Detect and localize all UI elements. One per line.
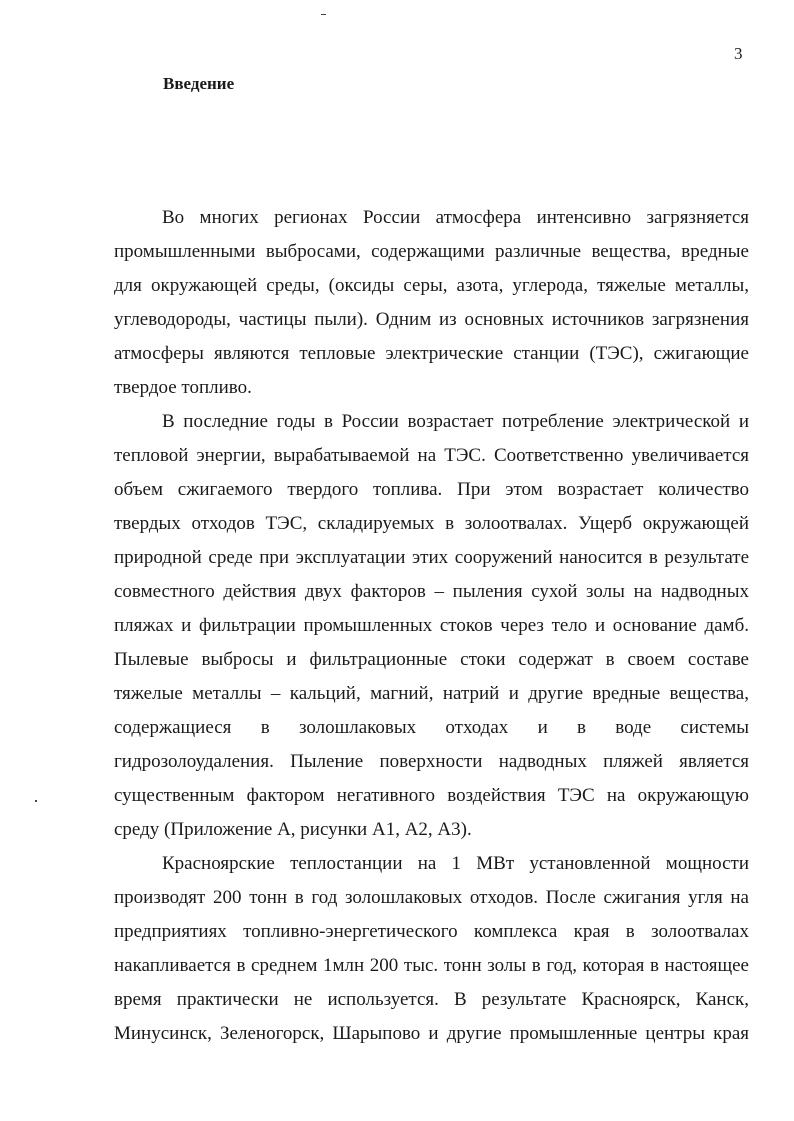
- text-line: время практически не используется. В результате Красноярск, Канск,: [114, 989, 749, 1010]
- scan-artifact-top: [321, 14, 326, 15]
- scan-artifact-left: [35, 800, 37, 802]
- text-line: атмосферы являются тепловые электрические станции (ТЭС), сжигающие: [114, 343, 749, 364]
- text-line: тяжелые металлы – кальций, магний, натрий и другие вредные вещества,: [114, 683, 749, 704]
- text-line: содержащиеся в золошлаковых отходах и в воде системы: [114, 717, 749, 738]
- text-line: объем сжигаемого твердого топлива. При этом возрастает количество: [114, 479, 749, 500]
- text-line: совместного действия двух факторов – пыления сухой золы на надводных: [114, 581, 749, 602]
- text-line: предприятиях топливно-энергетического комплекса края в золоотвалах: [114, 921, 749, 942]
- text-line: Пылевые выбросы и фильтрационные стоки содержат в своем составе: [114, 649, 749, 670]
- text-line: среду (Приложение А, рисунки А1, А2, А3).: [114, 819, 472, 840]
- text-line: промышленными выбросами, содержащими различные вещества, вредные: [114, 241, 749, 262]
- section-heading: Введение: [163, 74, 235, 93]
- text-line: Минусинск, Зеленогорск, Шарыпово и другие промышленные центры края: [114, 1023, 749, 1044]
- text-line: Во многих регионах России атмосфера интенсивно загрязняется: [162, 207, 749, 228]
- text-line: для окружающей среды, (оксиды серы, азота, углерода, тяжелые металлы,: [114, 275, 749, 296]
- text-line: тепловой энергии, вырабатываемой на ТЭС. Соответственно увеличивается: [114, 445, 749, 466]
- text-line: Красноярские теплостанции на 1 МВт установленной мощности: [162, 853, 749, 874]
- text-line: гидрозолоудаления. Пыление поверхности надводных пляжей является: [114, 751, 749, 772]
- text-line: твердых отходов ТЭС, складируемых в золоотвалах. Ущерб окружающей: [114, 513, 749, 534]
- text-line: существенным фактором негативного воздействия ТЭС на окружающую: [114, 785, 749, 806]
- text-line: природной среде при эксплуатации этих сооружений наносится в результате: [114, 547, 749, 568]
- text-line: углеводороды, частицы пыли). Одним из основных источников загрязнения: [114, 309, 749, 330]
- text-line: пляжах и фильтрации промышленных стоков через тело и основание дамб.: [114, 615, 749, 636]
- text-line: производят 200 тонн в год золошлаковых отходов. После сжигания угля на: [114, 887, 749, 908]
- text-line: В последние годы в России возрастает потребление электрической и: [162, 411, 749, 432]
- text-line: накапливается в среднем 1млн 200 тыс. тонн золы в год, которая в настоящее: [114, 955, 749, 976]
- text-line: твердое топливо.: [114, 377, 252, 398]
- page-number: 3: [734, 44, 743, 63]
